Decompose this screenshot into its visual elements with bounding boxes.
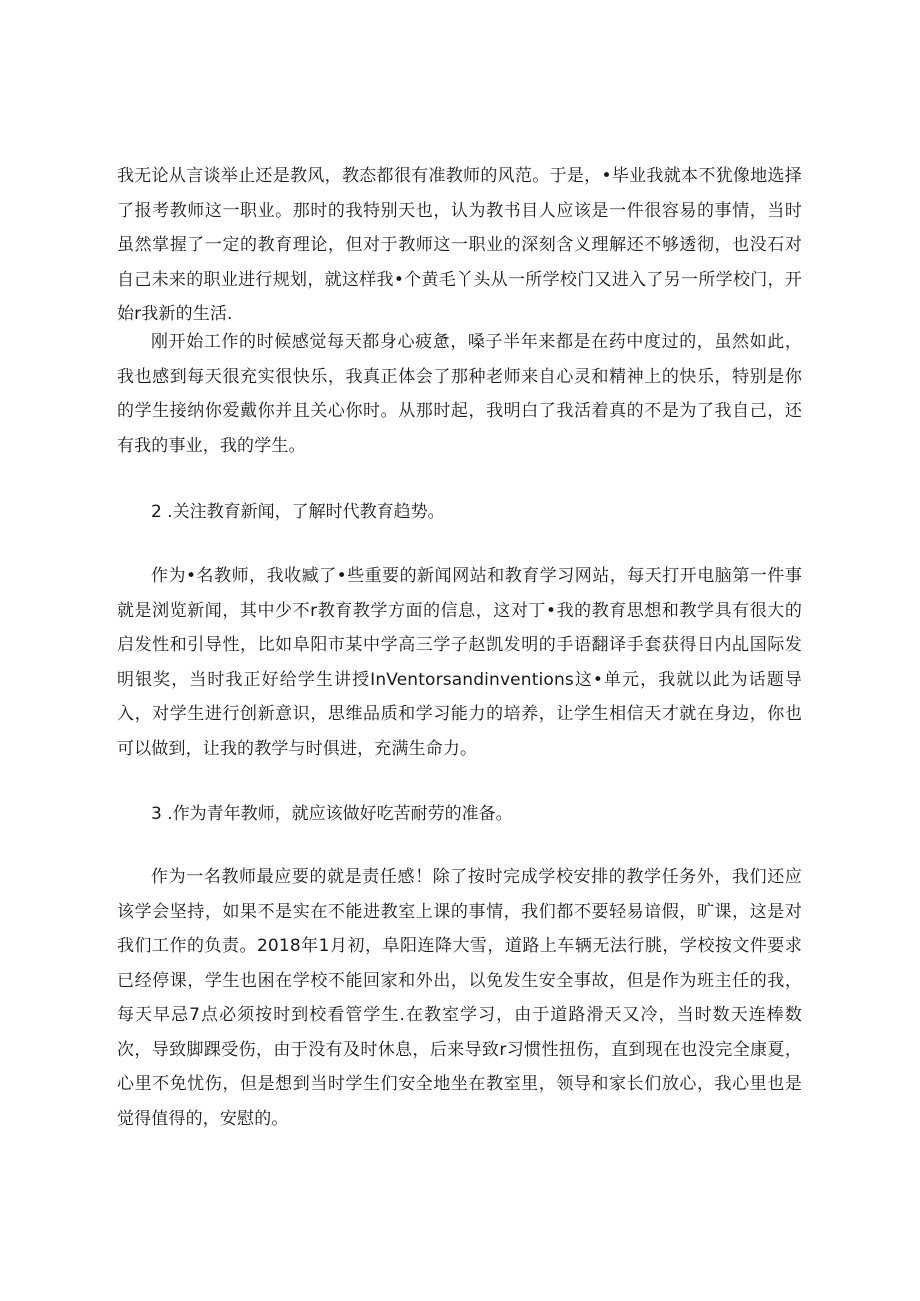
paragraph-career-choice: 我无论从言谈举止还是教风，教态都很有准教师的风范。于是，•毕业我就本不犹像地选择了报考教师这一职业。那时的我特别天也，认为教书目人应该是一件很容易的事情，当时虽然掌握了一定的教育理论，但对于教师这一职业的深刻含义理解还不够透彻，也没石对自己未来的职业进行规划，就这样我•个黄毛丫头从一所学校门又进入了另一所学校门，开始r我新的生活.: [117, 166, 802, 324]
paragraph-education-news: 作为•名教师，我收臧了•些重要的新闻网站和教育学习网站，每天打开电脑第一件事就是浏览新闻，其中少不r教育教学方面的信息，这对丁•我的教育思想和教学具有很大的启发性和引导性，比如阜阳市某中学高三学子赵凯发明的手语翻译手套获得日内乩国际发明银奖，当时我正好给学生讲授InVentorsandinventions这•单元，我就以此为话题导入，对学生进行创新意识，思维品质和学习能力的培养，让学生相信天才就在身边，你也可以做到，让我的教学与时俱进，充满生命力。: [117, 566, 802, 759]
paragraph-early-work: 刚开始工作的时候感觉每天都身心疲惫，嗓子半年来都是在药中度过的，虽然如此，我也感到每天很充实很快乐，我真正体会了那种老师来自心灵和精神上的快乐，特别是你的学生接纳你爱戴你并且关心你时。从那时起，我明白了我活着真的不是为了我自己，还有我的事业，我的学生。: [117, 332, 802, 456]
section-heading-hard-work: 3 .作为青年教师，就应该做好吃苦耐劳的准备。: [151, 804, 513, 824]
section-heading-education-news: 2 .关注教育新闻，了解时代教育趋势。: [151, 502, 445, 522]
paragraph-responsibility: 作为一名教师最应要的就是责任感！除了按时完成学校安排的教学任务外，我们还应该学会坚持，如果不是实在不能进教室上课的事情，我们都不要轻易谙假，旷课，这是对我们工作的负责。2018年1月初，阜阳连降大雪，道路上车辆无法行朓，学校按文件要求已经停课，学生也困在学校不能回家和外出，以免发生安全事故，但是作为班主任的我，每天早忌7点必须按时到校看管学生.在教室学习，由于道路滑天又冷，当时数天连棒数次，导致脚踝受伤，由于没有及时休息，后来导致r习惯性扭伤，直到现在也没完全康夏，心里不免忧伤，但是想到当时学生们安全地坐在教室里，领导和家长们放心，我心里也是觉得值得的，安慰的。: [117, 867, 802, 1129]
